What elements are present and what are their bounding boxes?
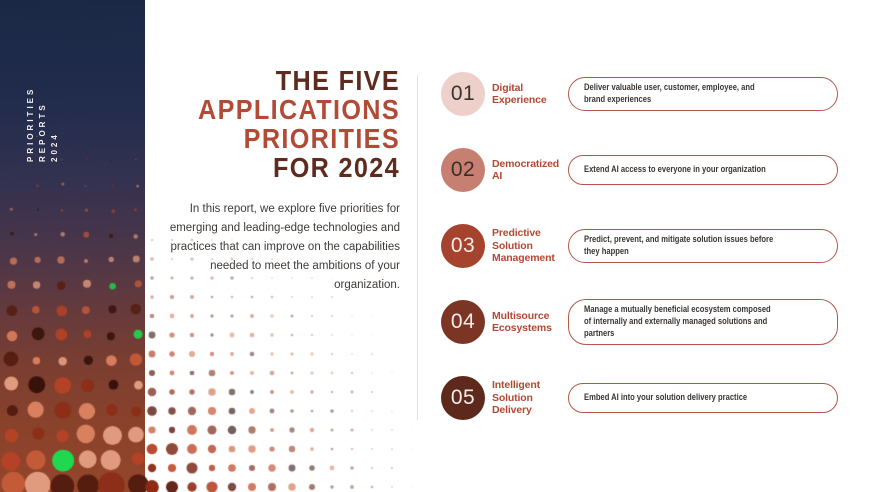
priority-number: 02	[450, 158, 476, 181]
priorities-list	[441, 56, 841, 436]
priority-description: Extend AI access to everyone in your organization	[584, 164, 766, 175]
intro-paragraph: In this report, we explore five priorities for emerging and leading-edge technologies and practices that can improve on the capabilities needed to meet the ambitions of your organization.	[169, 203, 400, 291]
priority-pill	[568, 229, 838, 263]
priority-pill	[568, 155, 838, 185]
priority-number: 04	[450, 310, 476, 333]
priority-number: 03	[450, 234, 476, 257]
vertical-divider	[417, 75, 418, 420]
priority-label: Digital Experience	[492, 81, 547, 106]
priority-label: Predictive Solution Management	[492, 227, 555, 265]
title-line-1: THE FIVE	[275, 65, 400, 96]
priority-description: Predict, prevent, and mitigate solution issues before they happen	[584, 234, 774, 257]
priority-row-3	[441, 208, 841, 284]
priority-label: Intelligent Solution Delivery	[492, 379, 540, 417]
title-line-2: APPLICATIONS	[198, 94, 400, 125]
priority-number: 05	[450, 386, 476, 409]
priority-number: 01	[450, 82, 476, 105]
priority-description: Manage a mutually beneficial ecosystem composed of internally and externally managed solutions and partners	[584, 304, 771, 339]
priority-number-circle	[441, 224, 485, 268]
sidebar-vertical-text: PRIORITIES REPORTS 2024	[26, 86, 59, 162]
page-title	[150, 66, 400, 182]
priority-number-circle	[441, 72, 485, 116]
priority-pill	[568, 77, 838, 111]
title-line-3: PRIORITIES	[243, 123, 400, 154]
priority-number-circle	[441, 376, 485, 420]
priority-row-4	[441, 284, 841, 360]
priority-description: Deliver valuable user, customer, employee, and brand experiences	[584, 82, 755, 105]
priority-pill	[568, 383, 838, 413]
priority-description: Embed AI into your solution delivery practice	[584, 392, 748, 403]
priority-row-5	[441, 360, 841, 436]
priority-label: Democratized AI	[492, 157, 560, 182]
priority-row-2	[441, 132, 841, 208]
priority-row-1	[441, 56, 841, 132]
priority-label: Multisource Ecosystems	[492, 309, 552, 334]
title-line-4: FOR 2024	[272, 152, 400, 183]
priority-number-circle	[441, 148, 485, 192]
priority-pill	[568, 299, 838, 345]
priority-number-circle	[441, 300, 485, 344]
